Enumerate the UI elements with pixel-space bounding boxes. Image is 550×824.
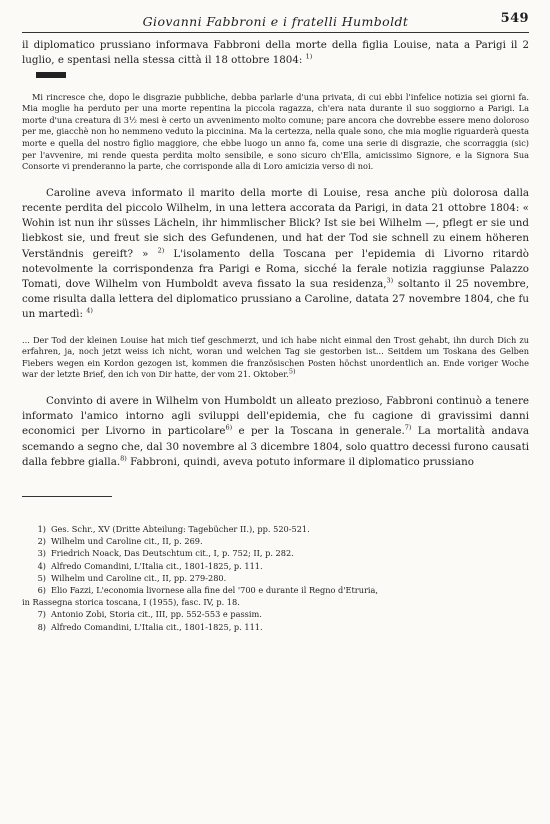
quote-2	[22, 335, 529, 381]
note-ref: 5)	[288, 367, 296, 376]
paragraph-3d: Fabbroni, quindi, aveva potuto informare il diplomatico prussiano	[126, 455, 474, 468]
footnote: 7) Antonio Zobi, Storia cit., III, pp. 552-553 e passim.	[37, 609, 262, 620]
ink-blot	[36, 72, 66, 78]
footnote: 8) Alfredo Comandini, L'Italia cit., 1801-1825, p. 111.	[37, 621, 263, 632]
main-text-2	[22, 186, 529, 323]
paragraph-3a: Convinto di avere in Wilhelm von Humboldt un alleato prezioso, Fabbroni continuò a tenere informato l'amico intorno agli sviluppi dell'epidemia, che fu cagione di gravissimi danni economici per Livorno in particolare	[22, 394, 529, 438]
note-ref: 4)	[86, 306, 93, 315]
paragraph-1	[22, 38, 529, 84]
paragraph-2a: Caroline aveva informato il marito della morte di Louise, resa anche più dolorosa dalla recente perdita del piccolo Wilhelm, in una lettera accorata da Parigi, in data 21 ottobre 1804: « Wohin ist nun ihr süsses Lächeln, ihr himmlischer Blick? Ist sie bei Wilhelm —, pflegt er sie und liebkost sie, und freut sie sich des Gefundenen, und hat der Tod sie schnell zu einem höheren Verständnis gereift? »	[22, 186, 529, 260]
footnote: 3) Friedrich Noack, Das Deutschtum cit., I, p. 752; II, p. 282.	[37, 548, 294, 559]
main-text-3	[22, 394, 529, 470]
footnotes	[22, 523, 529, 633]
note-ref: 2)	[157, 246, 165, 255]
paragraph-2b: L'isolamento della Toscana per l'epidemia di Livorno ritardò notevolmente la corrispondenza fra Parigi e Roma, sicché la ferale notizia raggiunse Palazzo Tomati, dove Wilhelm von Humboldt aveva fissato la sua residenza,	[22, 247, 529, 290]
note-ref: 1)	[305, 52, 313, 61]
note-ref: 8)	[120, 454, 127, 463]
note-ref: 7)	[404, 423, 412, 432]
footnote: 4) Alfredo Comandini, L'Italia cit., 1801-1825, p. 111.	[37, 560, 263, 571]
note-ref: 6)	[225, 423, 233, 432]
quote-block-1	[22, 92, 529, 173]
running-header	[22, 10, 529, 33]
quote-1-text: Mi rincresce che, dopo le disgrazie pubbliche, debba parlarle d'una privata, di cui ebbi l'infelice notizia sei giorni fa. Mia moglie ha perduto per una morte repentina la piccola ragazza, ch'era nata durante il suo soggiorno a Parigi. La morte d'una creatura di 3½ mesi è certo un avvenimento molto comune; pare ancora che dovrebbe essere meno doloroso per me, giacchè non ho nemmeno veduto la piccinina. Ma la certezza, nella quale sono, che mia moglie riguarderà questa morte e quella del nostro figlio maggiore, che ebbe luogo un anno fa, come una serie di disgrazie, che scorraggia (sic) per l'avvenire, mi rende questa perdita molto sensibile, e sono sicuro ch'Ella, amicissimo Signore, e la Signora Sua Consorte vi prenderanno la parte, che corrisponde alla di Loro amicizia verso di noi.	[22, 91, 529, 172]
paragraph-1-text: il diplomatico prussiano informava Fabbroni della morte della figlia Louise, nata a Parigi il 2 luglio, e spentasi nella stessa città il 18 ottobre 1804:	[22, 39, 529, 67]
paragraph-3	[22, 394, 529, 470]
footnote: 2) Wilhelm und Caroline cit., II, p. 269.	[37, 536, 203, 547]
footnote: 6) Elio Fazzi, L'economia livornese alla fine del '700 e durante il Regno d'Etruria, in Rassegna storica toscana, I (1955), fasc. IV, p. 18.	[22, 585, 378, 608]
paragraph-2	[22, 186, 529, 323]
paragraph-3c: La mortalità andava scemando a segno che, dal 30 novembre al 3 dicembre 1804, solo quattro decessi furono causati dalla febbre gialla.	[22, 425, 530, 468]
book-page	[22, 10, 529, 633]
quote-block-2	[22, 335, 529, 381]
footnote: 1) Ges. Schr., XV (Dritte Abteilung: Tagebücher II.), pp. 520-521.	[37, 523, 310, 534]
main-text	[22, 38, 529, 84]
quote-2-text: ... Der Tod der kleinen Louise hat mich tief geschmerzt, und ich habe nicht einmal den Trost gehabt, ihn durch Dich zu erfahren, ja, noch jetzt weiss ich nicht, woran und welchen Tag sie gestorben ist... Seitdem um Toskana des Gelben Fiebers wegen ein Kordon gezogen ist, kommen die französischen Posten höchst unordentlich an. Ende voriger Woche war der letzte Brief, den ich von Dir hatte, der vom 21. Oktober.	[22, 334, 529, 380]
footnote: 5) Wilhelm und Caroline cit., II, pp. 279-280.	[37, 572, 227, 583]
page-number: 549	[500, 11, 529, 26]
paragraph-2c: soltanto il 25 novembre, come risulta dalla lettera del diplomatico prussiano a Caroline, datata 27 novembre 1804, che fu un martedì:	[22, 277, 529, 321]
paragraph-3b: e per la Toscana in generale.	[232, 425, 405, 438]
footnote-rule	[22, 496, 112, 497]
running-title: Giovanni Fabbroni e i fratelli Humboldt	[142, 14, 409, 29]
note-ref: 3)	[386, 276, 394, 285]
